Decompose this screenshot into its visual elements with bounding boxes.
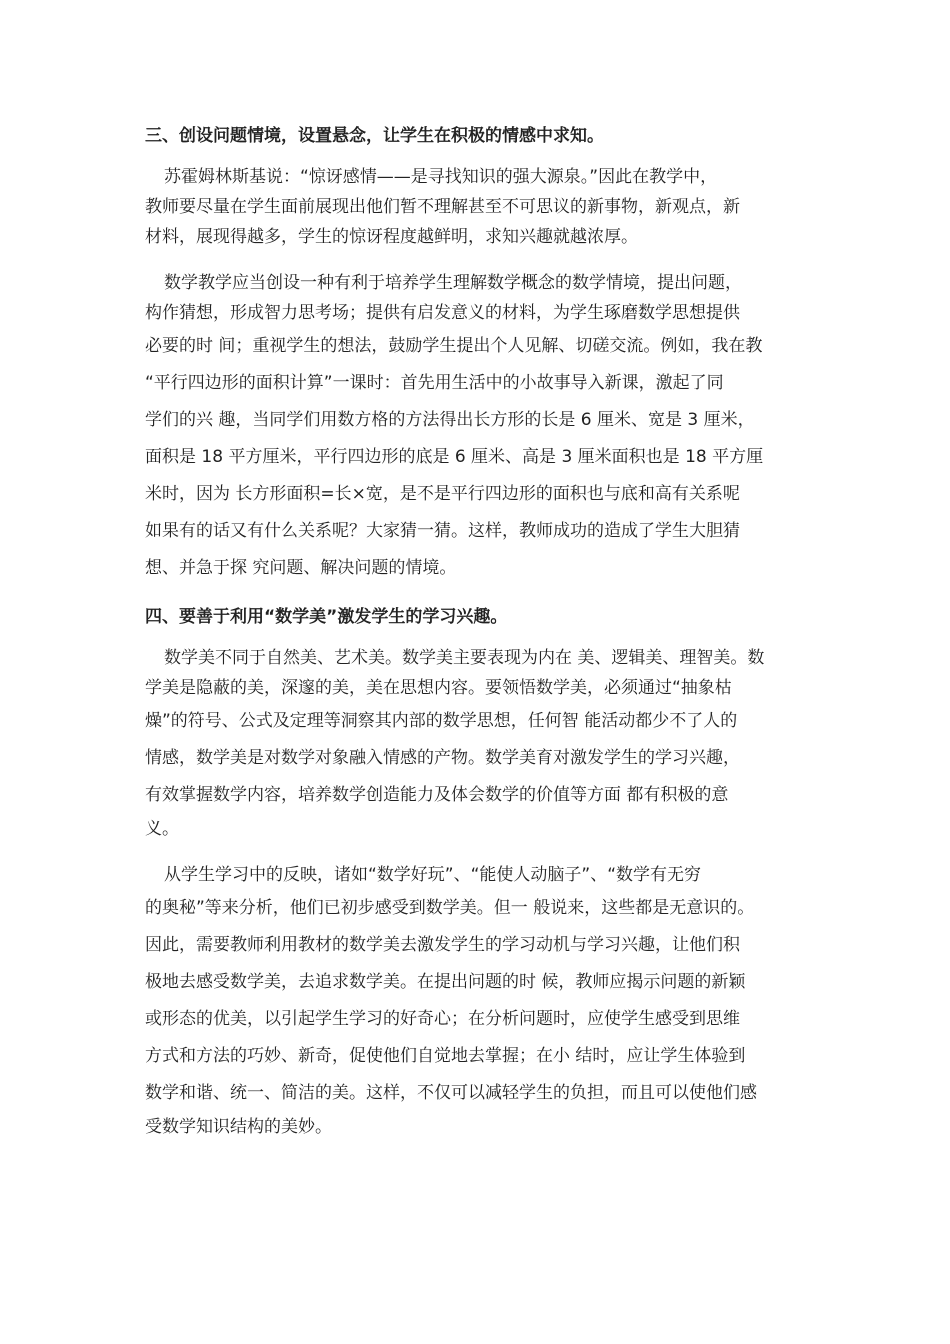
paragraph-line: 教师要尽量在学生面前展现出他们暂不理解甚至不可思议的新事物，新观点，新 (145, 197, 740, 217)
paragraph-line: 必要的时 间；重视学生的想法，鼓励学生提出个人见解、切磋交流。例如，我在教 (145, 336, 763, 356)
paragraph-intro-quote (145, 162, 825, 252)
paragraph-line: 米时，因为 长方形面积=长×宽，是不是平行四边形的面积也与底和高有关系呢 (145, 484, 740, 504)
paragraph-example-parallelogram (145, 268, 825, 587)
paragraph-math-beauty (145, 643, 825, 844)
paragraph-line: 学们的兴 趣，当同学们用数方格的方法得出长方形的长是 6 厘米、宽是 3 厘米， (145, 410, 755, 430)
paragraph-line: 燥”的符号、公式及定理等洞察其内部的数学思想，任何智 能活动都少不了人的 (145, 711, 738, 731)
paragraph-line: 从学生学习中的反映，诸如“数学好玩”、“能使人动脑子”、“数学有无穷 (164, 865, 702, 885)
paragraph-line: 义。 (145, 819, 179, 839)
paragraph-line: 因此，需要教师利用教材的数学美去激发学生的学习动机与学习兴趣，让他们积 (145, 935, 740, 955)
paragraph-line: 有效掌握数学内容，培养数学创造能力及体会数学的价值等方面 都有积极的意 (145, 785, 729, 805)
paragraph-line: 数学教学应当创设一种有利于培养学生理解数学概念的数学情境，提出问题， (164, 273, 742, 293)
paragraph-line: 想、并急于探 究问题、解决问题的情境。 (145, 558, 457, 578)
section-heading-4: 四、要善于利用“数学美”激发学生的学习兴趣。 (145, 607, 508, 627)
section-heading-3: 三、创设问题情境，设置悬念，让学生在积极的情感中求知。 (145, 126, 604, 146)
paragraph-line: 的奥秘”等来分析，他们已初步感受到数学美。但一 般说来，这些都是无意识的。 (145, 898, 755, 918)
paragraph-line: 面积是 18 平方厘米，平行四边形的底是 6 厘米、高是 3 厘米面积也是 18 平方厘 (145, 447, 764, 467)
paragraph-line: 情感，数学美是对数学对象融入情感的产物。数学美育对激发学生的学习兴趣， (145, 748, 740, 768)
paragraph-line: “平行四边形的面积计算”一课时：首先用生活中的小故事导入新课，激起了同 (145, 373, 724, 393)
paragraph-line: 数学美不同于自然美、艺术美。数学美主要表现为内在 美、逻辑美、理智美。数 (164, 648, 765, 668)
paragraph-line: 材料，展现得越多，学生的惊讶程度越鲜明，求知兴趣就越浓厚。 (145, 227, 638, 247)
paragraph-line: 方式和方法的巧妙、新奇，促使他们自觉地去掌握；在小 结时，应让学生体验到 (145, 1046, 746, 1066)
paragraph-line: 或形态的优美，以引起学生学习的好奇心；在分析问题时，应使学生感受到思维 (145, 1009, 740, 1029)
document-page (145, 122, 825, 1158)
paragraph-student-feedback (145, 860, 825, 1142)
paragraph-line: 苏霍姆林斯基说：“惊讶感情——是寻找知识的强大源泉。”因此在教学中， (164, 167, 718, 187)
paragraph-line: 极地去感受数学美，去追求数学美。在提出问题的时 候，教师应揭示问题的新颖 (145, 972, 746, 992)
paragraph-line: 如果有的话又有什么关系呢？大家猜一猜。这样，教师成功的造成了学生大胆猜 (145, 521, 740, 541)
paragraph-line: 构作猜想，形成智力思考场；提供有启发意义的材料，为学生琢磨数学思想提供 (145, 303, 740, 323)
paragraph-line: 数学和谐、统一、简洁的美。这样，不仅可以减轻学生的负担，而且可以使他们感 (145, 1083, 757, 1103)
paragraph-line: 学美是隐蔽的美，深邃的美，美在思想内容。要领悟数学美，必须通过“抽象枯 (145, 678, 732, 698)
paragraph-line: 受数学知识结构的美妙。 (145, 1117, 332, 1137)
